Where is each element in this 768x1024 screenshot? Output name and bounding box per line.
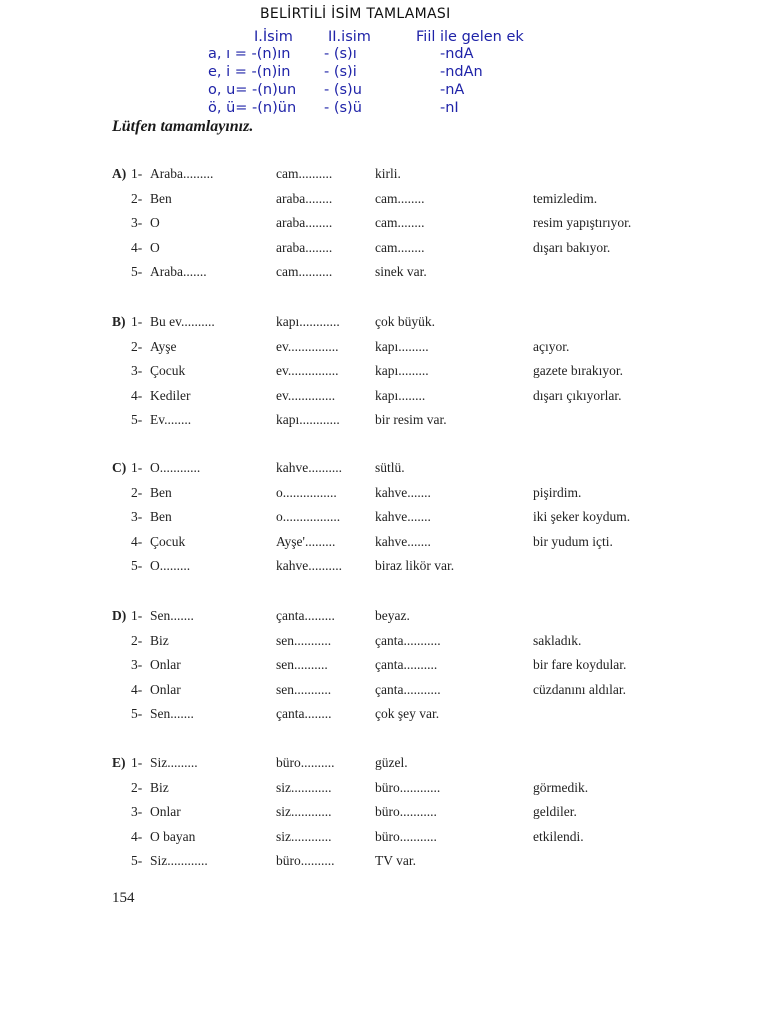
predicate-cell: etkilendi. — [533, 828, 584, 844]
rule-vowels: ö, ü= -(n)ün — [208, 100, 297, 116]
exercise-row — [0, 755, 768, 777]
rule-verb: -ndA — [440, 46, 474, 62]
exercise-row — [0, 460, 768, 482]
item-number: 4- — [131, 681, 143, 697]
predicate-cell: bir yudum içti. — [533, 533, 613, 549]
subject-cell: O — [150, 215, 160, 231]
page-title: BELİRTİLİ İSİM TAMLAMASI — [260, 6, 451, 22]
first-noun-cell: büro.......... — [276, 755, 335, 770]
first-noun-cell: araba........ — [276, 239, 333, 255]
second-noun-cell: beyaz. — [375, 608, 410, 623]
first-noun-cell: Ayşe'......... — [276, 533, 336, 549]
predicate-cell: açıyor. — [533, 338, 570, 354]
first-noun-cell: siz............ — [276, 779, 332, 795]
rule-verb: -nI — [440, 100, 459, 116]
second-noun-cell: bir resim var. — [375, 412, 447, 428]
first-noun-cell: kapı............ — [276, 314, 340, 329]
item-number: 2- — [131, 632, 143, 648]
second-noun-cell: büro........... — [375, 804, 437, 820]
item-number: 4- — [131, 239, 143, 255]
exercise-row — [0, 853, 768, 875]
item-number: 3- — [131, 363, 143, 379]
subject-cell: Onlar — [150, 657, 181, 673]
subject-cell: Çocuk — [150, 533, 186, 549]
first-noun-cell: kahve.......... — [276, 558, 342, 574]
second-noun-cell: sinek var. — [375, 264, 427, 280]
exercise-row — [0, 804, 768, 826]
item-number: 2- — [131, 779, 143, 795]
subject-cell: Bu ev.......... — [150, 314, 215, 329]
item-number: 2- — [131, 338, 143, 354]
second-noun-cell: kahve....... — [375, 509, 431, 525]
column-header-first-noun: I.İsim — [254, 29, 293, 45]
exercise-row — [0, 485, 768, 507]
section-label: C) — [112, 460, 127, 475]
subject-cell: Çocuk — [150, 363, 186, 379]
exercise-row — [0, 657, 768, 679]
subject-cell: O — [150, 239, 160, 255]
predicate-cell: sakladık. — [533, 632, 582, 648]
subject-cell: Ben — [150, 484, 172, 500]
first-noun-cell: büro.......... — [276, 853, 335, 869]
subject-cell: Siz......... — [150, 755, 198, 770]
first-noun-cell: sen........... — [276, 632, 332, 648]
predicate-cell: dışarı çıkıyorlar. — [533, 387, 622, 403]
item-number: 1- — [131, 166, 143, 181]
item-number: 3- — [131, 657, 143, 673]
section-label: A) — [112, 166, 127, 181]
column-header-verb-suffix: Fiil ile gelen ek — [416, 29, 524, 45]
item-number: 1- — [131, 314, 143, 329]
predicate-cell: resim yapıştırıyor. — [533, 215, 632, 231]
exercise-row — [0, 314, 768, 336]
subject-cell: Ben — [150, 190, 172, 206]
subject-cell: Biz — [150, 632, 169, 648]
first-noun-cell: çanta......... — [276, 608, 335, 623]
second-noun-cell: cam........ — [375, 190, 425, 206]
item-number: 4- — [131, 533, 143, 549]
second-noun-cell: çok büyük. — [375, 314, 435, 329]
exercise-row — [0, 166, 768, 188]
item-number: 3- — [131, 509, 143, 525]
predicate-cell: dışarı bakıyor. — [533, 239, 611, 255]
second-noun-cell: kapı........ — [375, 387, 426, 403]
predicate-cell: pişirdim. — [533, 484, 582, 500]
section-label: B) — [112, 314, 126, 329]
rule-vowels: e, i = -(n)in — [208, 64, 291, 80]
first-noun-cell: siz............ — [276, 804, 332, 820]
exercise-row — [0, 363, 768, 385]
second-noun-cell: büro........... — [375, 828, 437, 844]
first-noun-cell: kahve.......... — [276, 460, 342, 475]
second-noun-cell: çok şey var. — [375, 706, 440, 722]
exercise-row — [0, 339, 768, 361]
exercise-row — [0, 240, 768, 262]
item-number: 3- — [131, 215, 143, 231]
exercise-row — [0, 534, 768, 556]
exercise-row — [0, 608, 768, 630]
first-noun-cell: araba........ — [276, 215, 333, 231]
first-noun-cell: kapı............ — [276, 412, 340, 428]
section-label: D) — [112, 608, 127, 623]
predicate-cell: görmedik. — [533, 779, 589, 795]
subject-cell: O............ — [150, 460, 201, 475]
predicate-cell: temizledim. — [533, 190, 598, 206]
subject-cell: Onlar — [150, 681, 181, 697]
item-number: 5- — [131, 853, 143, 869]
subject-cell: O......... — [150, 558, 191, 574]
second-noun-cell: cam........ — [375, 215, 425, 231]
second-noun-cell: çanta.......... — [375, 657, 438, 673]
exercise-row — [0, 412, 768, 434]
second-noun-cell: sütlü. — [375, 460, 405, 475]
item-number: 4- — [131, 387, 143, 403]
second-noun-cell: büro............ — [375, 779, 441, 795]
item-number: 3- — [131, 804, 143, 820]
subject-cell: O bayan — [150, 828, 196, 844]
subject-cell: Ev........ — [150, 412, 192, 428]
subject-cell: Araba....... — [150, 264, 207, 280]
exercise-row — [0, 780, 768, 802]
predicate-cell: geldiler. — [533, 804, 577, 820]
exercise-row — [0, 215, 768, 237]
first-noun-cell: ev............... — [276, 363, 339, 379]
first-noun-cell: ev............... — [276, 338, 339, 354]
subject-cell: Araba......... — [150, 166, 214, 181]
subject-cell: Sen....... — [150, 608, 194, 623]
second-noun-cell: kirli. — [375, 166, 401, 181]
item-number: 5- — [131, 706, 143, 722]
item-number: 1- — [131, 608, 143, 623]
first-noun-cell: araba........ — [276, 190, 333, 206]
exercise-row — [0, 388, 768, 410]
exercise-row — [0, 829, 768, 851]
subject-cell: Sen....... — [150, 706, 194, 722]
item-number: 5- — [131, 558, 143, 574]
subject-cell: Kediler — [150, 387, 191, 403]
first-noun-cell: siz............ — [276, 828, 332, 844]
first-noun-cell: o................ — [276, 484, 337, 500]
exercise-row — [0, 706, 768, 728]
second-noun-cell: çanta........... — [375, 681, 441, 697]
second-noun-cell: güzel. — [375, 755, 408, 770]
predicate-cell: cüzdanını aldılar. — [533, 681, 626, 697]
second-noun-cell: biraz likör var. — [375, 558, 455, 574]
item-number: 5- — [131, 264, 143, 280]
column-header-second-noun: II.isim — [328, 29, 371, 45]
first-noun-cell: cam.......... — [276, 264, 333, 280]
section-label: E) — [112, 755, 126, 770]
second-noun-cell: kapı......... — [375, 363, 429, 379]
rule-verb: -ndAn — [440, 64, 483, 80]
exercise-row — [0, 264, 768, 286]
subject-cell: Ben — [150, 509, 172, 525]
exercise-row — [0, 558, 768, 580]
second-noun-cell: kapı......... — [375, 338, 429, 354]
item-number: 5- — [131, 412, 143, 428]
subject-cell: Onlar — [150, 804, 181, 820]
first-noun-cell: cam.......... — [276, 166, 333, 181]
rule-second: - (s)ı — [324, 46, 357, 62]
subject-cell: Biz — [150, 779, 169, 795]
rule-second: - (s)u — [324, 82, 362, 98]
page-number: 154 — [112, 890, 135, 906]
predicate-cell: iki şeker koydum. — [533, 509, 631, 525]
exercise-row — [0, 509, 768, 531]
item-number: 1- — [131, 460, 143, 475]
second-noun-cell: TV var. — [375, 853, 416, 869]
second-noun-cell: kahve....... — [375, 533, 431, 549]
first-noun-cell: ev.............. — [276, 387, 336, 403]
item-number: 4- — [131, 828, 143, 844]
first-noun-cell: o................. — [276, 509, 341, 525]
exercise-row — [0, 191, 768, 213]
subject-cell: Siz............ — [150, 853, 208, 869]
item-number: 2- — [131, 190, 143, 206]
rule-second: - (s)ü — [324, 100, 362, 116]
predicate-cell: gazete bırakıyor. — [533, 363, 623, 379]
instruction: Lütfen tamamlayınız. — [112, 118, 254, 135]
rule-vowels: o, u= -(n)un — [208, 82, 297, 98]
exercise-row — [0, 633, 768, 655]
second-noun-cell: kahve....... — [375, 484, 431, 500]
exercise-row — [0, 682, 768, 704]
predicate-cell: bir fare koydular. — [533, 657, 627, 673]
second-noun-cell: çanta........... — [375, 632, 441, 648]
first-noun-cell: sen........... — [276, 681, 332, 697]
rule-vowels: a, ı = -(n)ın — [208, 46, 291, 62]
rule-second: - (s)i — [324, 64, 357, 80]
subject-cell: Ayşe — [150, 338, 177, 354]
rule-verb: -nA — [440, 82, 465, 98]
first-noun-cell: sen.......... — [276, 657, 328, 673]
second-noun-cell: cam........ — [375, 239, 425, 255]
item-number: 1- — [131, 755, 143, 770]
first-noun-cell: çanta........ — [276, 706, 332, 722]
item-number: 2- — [131, 484, 143, 500]
